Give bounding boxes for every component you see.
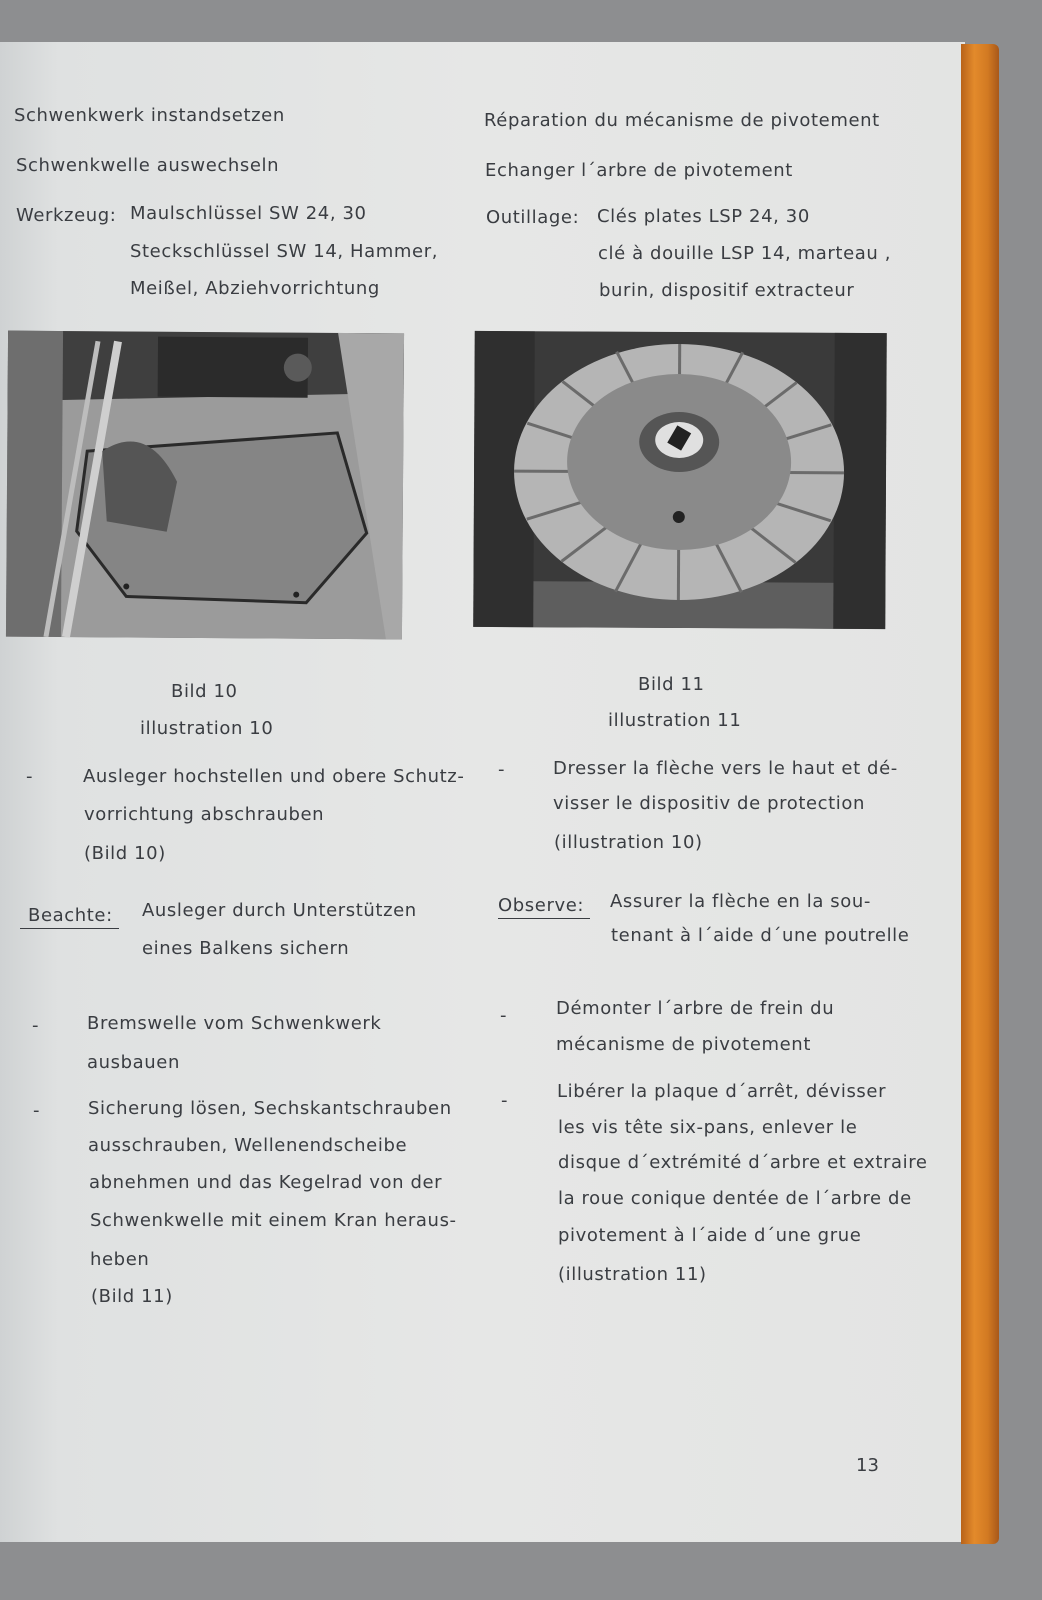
left-note-label: Beachte:: [20, 905, 119, 927]
page-number: 13: [856, 1455, 879, 1476]
crane-deck-photo: [6, 331, 404, 640]
right-step3-line: pivotement à l´aide d´une grue: [558, 1225, 862, 1246]
right-tool-line: Clés plates LSP 24, 30: [597, 206, 810, 227]
left-step3-line: abnehmen und das Kegelrad von der: [89, 1172, 443, 1193]
right-step3-line: (illustration 11): [558, 1264, 707, 1285]
photo-bild-10: [6, 331, 404, 640]
left-tool-line: Meißel, Abziehvorrichtung: [130, 278, 380, 299]
right-bullet-dash: -: [500, 1005, 508, 1026]
right-note-line: Assurer la flèche en la sou-: [610, 891, 871, 912]
right-bullet-dash: -: [498, 759, 506, 780]
left-caption-bild: Bild 10: [171, 681, 238, 702]
right-step1-line: visser le dispositiv de protection: [553, 793, 866, 814]
right-note-line: tenant à l´aide d´une poutrelle: [611, 925, 910, 946]
left-note-line: eines Balkens sichern: [142, 938, 350, 959]
left-step2-line: Bremswelle vom Schwenkwerk: [87, 1013, 382, 1034]
left-step3-line: (Bild 11): [91, 1286, 173, 1307]
right-step1-line: (illustration 10): [554, 832, 703, 853]
left-subtitle: Schwenkwelle auswechseln: [16, 155, 280, 176]
right-bullet-dash: -: [501, 1090, 509, 1111]
bevel-gear-photo: [473, 331, 887, 629]
left-tool-line: Steckschlüssel SW 14, Hammer,: [130, 241, 439, 262]
left-step3-line: ausschrauben, Wellenendscheibe: [88, 1135, 408, 1156]
left-step3-line: Schwenkwelle mit einem Kran heraus-: [90, 1210, 457, 1231]
right-title: Réparation du mécanisme de pivotement: [484, 110, 880, 131]
left-caption-illustration: illustration 10: [140, 718, 274, 739]
left-bullet-dash: -: [33, 1100, 41, 1121]
left-step1-line: (Bild 10): [84, 843, 166, 864]
right-subtitle: Echanger l´arbre de pivotement: [485, 160, 793, 181]
right-step3-line: Libérer la plaque d´arrêt, dévisser: [557, 1081, 887, 1102]
left-tools-label: Werkzeug:: [16, 205, 117, 226]
left-step1-line: Ausleger hochstellen und obere Schutz-: [83, 766, 465, 787]
right-caption-bild: Bild 11: [638, 674, 705, 695]
right-step3-line: la roue conique dentée de l´arbre de: [558, 1188, 912, 1209]
left-step3-line: heben: [90, 1249, 150, 1270]
book-cover-edge: [961, 44, 999, 1544]
right-tool-line: clé à douille LSP 14, marteau ,: [598, 243, 892, 264]
left-bullet-dash: -: [32, 1015, 40, 1036]
photo-bild-11: [473, 331, 887, 629]
left-step3-line: Sicherung lösen, Sechskantschrauben: [88, 1098, 452, 1119]
right-note-label: Observe:: [498, 895, 590, 917]
left-bullet-dash: -: [26, 766, 34, 787]
left-title: Schwenkwerk instandsetzen: [14, 105, 285, 126]
right-step1-line: Dresser la flèche vers le haut et dé-: [553, 758, 898, 779]
right-step2-line: mécanisme de pivotement: [556, 1034, 811, 1055]
left-note-line: Ausleger durch Unterstützen: [142, 900, 417, 921]
book-page: [0, 42, 965, 1542]
right-caption-illustration: illustration 11: [608, 710, 742, 731]
left-tool-line: Maulschlüssel SW 24, 30: [130, 203, 367, 224]
right-step3-line: disque d´extrémité d´arbre et extraire: [558, 1152, 928, 1173]
right-step2-line: Démonter l´arbre de frein du: [556, 998, 835, 1019]
right-step3-line: les vis tête six-pans, enlever le: [558, 1117, 858, 1138]
right-tools-label: Outillage:: [486, 207, 580, 228]
right-tool-line: burin, dispositif extracteur: [599, 280, 855, 301]
left-step2-line: ausbauen: [87, 1052, 180, 1073]
left-step1-line: vorrichtung abschrauben: [84, 804, 325, 825]
